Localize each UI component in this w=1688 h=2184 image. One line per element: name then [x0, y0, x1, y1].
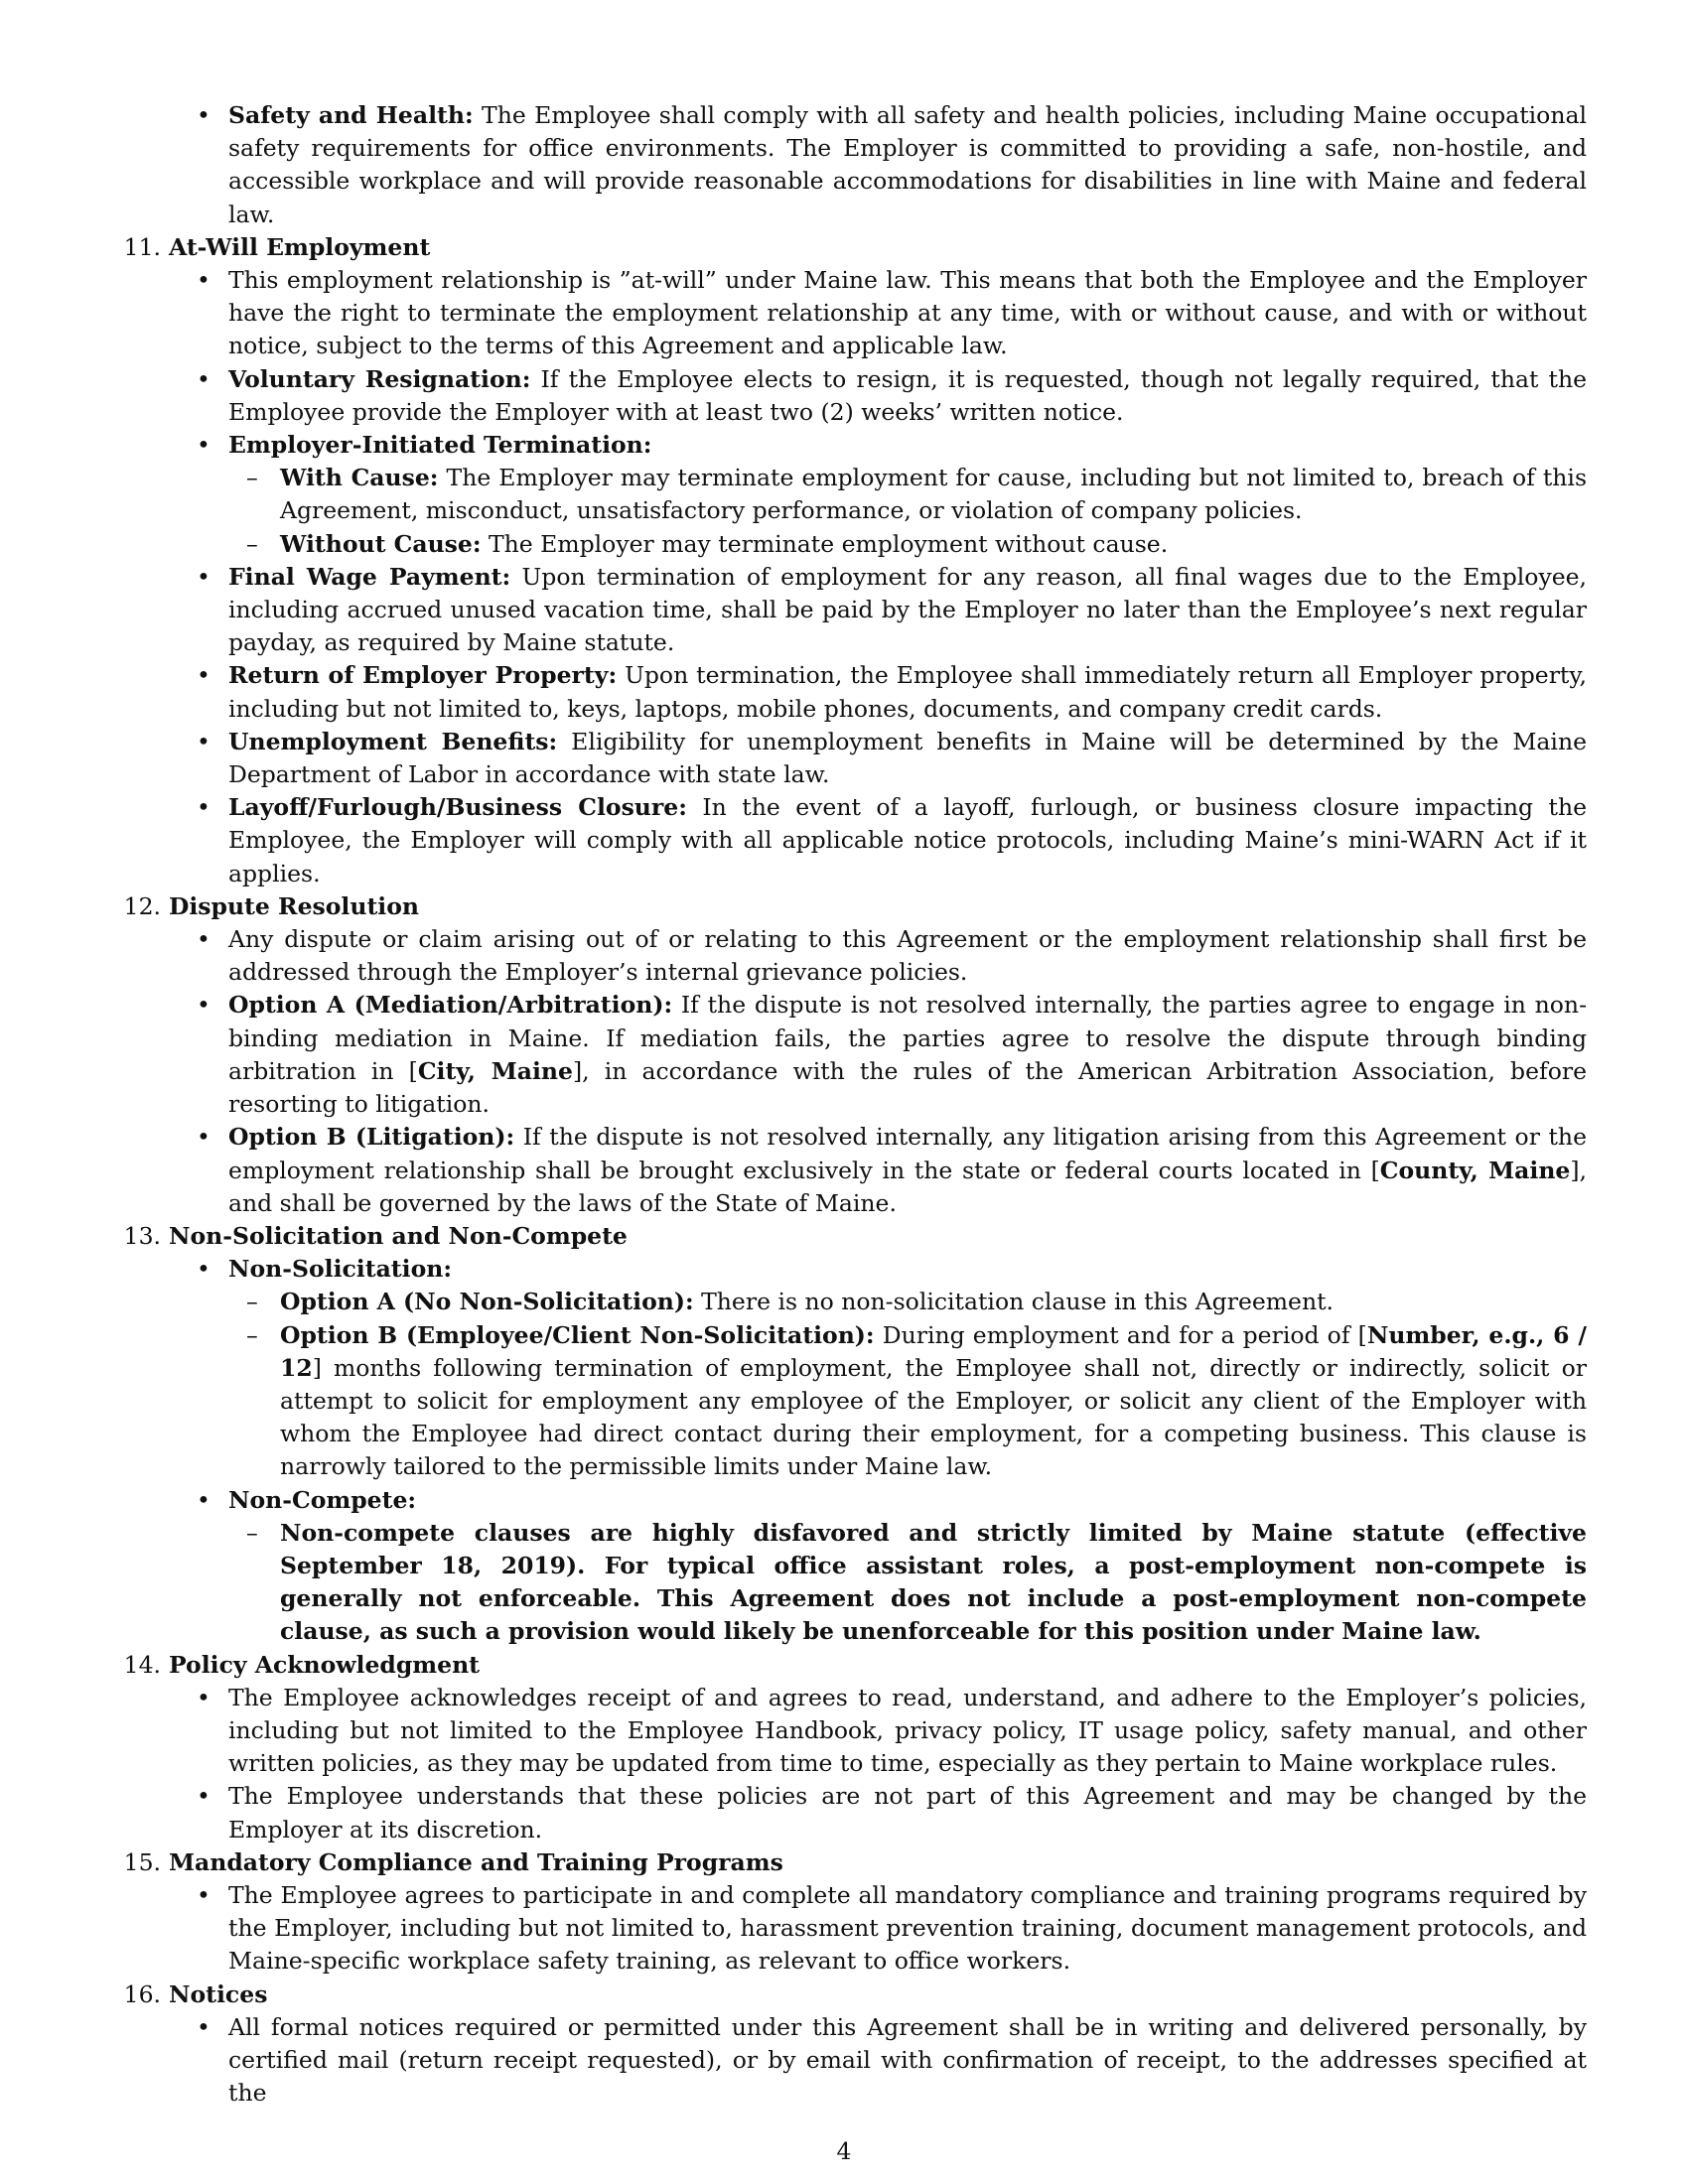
list-item [117, 659, 1587, 725]
item-text: The Employee understands that these policies are not part of this Agreement and may be changed by the Employer at its discretion. [228, 1782, 1587, 1843]
item-text: This employment relationship is ”at-will” under Maine law. This means that both the Employee and the Employer have the right to terminate the employment relationship at any time, with or without cause, and with or without notice, subject to the terms of this Agreement and applicable law. [228, 266, 1587, 360]
bullet-marker: • [197, 266, 211, 295]
item-text: The Employer may terminate employment for cause, including but not limited to, breach of this Agreement, misconduct, unsatisfactory performance, or violation of company policies. [280, 464, 1588, 525]
section-heading [117, 231, 1587, 264]
item-text: If the Employee elects to resign, it is requested, though not legally required, that the Employee provide the Employer with at least two (2) weeks’ written notice. [228, 364, 1588, 426]
item-lead: Option B (Litigation): [228, 1123, 515, 1152]
item-text: Upon termination, the Employee shall immediately return all Employer property, including but not limited to, keys, laptops, mobile phones, documents, and company credit cards. [228, 661, 1587, 723]
bullet-marker: • [197, 991, 211, 1020]
document-body [117, 99, 1587, 2110]
item-lead: Employer-Initiated Termination: [228, 431, 652, 460]
item-text: Upon termination of employment for any reason, all final wages due to the Employee, including accrued unused vacation time, shall be paid by the Employer no later than the Employee’s next regular payday, as required by Maine statute. [228, 562, 1588, 657]
dash-marker: – [246, 1288, 258, 1316]
bullet-marker: • [197, 101, 211, 129]
item-text: ], in accordance with the rules of the American Arbitration Association, before resorting to litigation. [228, 1056, 1587, 1119]
sub-list-item [117, 1319, 1587, 1484]
bullet-marker: • [197, 1782, 211, 1811]
item-lead: Voluntary Resignation: [228, 364, 531, 393]
dash-marker: – [246, 1518, 258, 1547]
sub-list-item [117, 1286, 1587, 1318]
dash-marker: – [246, 464, 258, 492]
item-placeholder: County, Maine [1379, 1156, 1571, 1184]
section-number: 15. [123, 1847, 161, 1876]
item-text: If the dispute is not resolved internally, any litigation arising from this Agreement or the employment relationship shall be brought exclusively in the state or federal courts located in [ [228, 1123, 1587, 1184]
section-heading [117, 890, 1587, 923]
sub-list-item [117, 528, 1587, 561]
list-item [117, 923, 1587, 989]
sub-list-item [117, 1517, 1587, 1649]
section-heading [117, 1846, 1587, 1879]
item-lead: Without Cause: [280, 529, 482, 558]
item-placeholder: City, Maine [417, 1056, 573, 1085]
bullet-marker: • [197, 1123, 211, 1152]
dash-marker: – [246, 529, 258, 558]
section-title: Policy Acknowledgment [169, 1650, 481, 1679]
item-text: The Employer may terminate employment without cause. [481, 529, 1169, 558]
item-lead: Safety and Health: [228, 101, 474, 129]
item-lead: Non-Solicitation: [228, 1255, 453, 1284]
bullet-marker: • [197, 364, 211, 393]
list-item [117, 1879, 1587, 1979]
item-lead: Final Wage Payment: [228, 562, 511, 591]
section-number: 16. [123, 1979, 161, 2008]
list-item [117, 1682, 1587, 1781]
bullet-marker: • [197, 562, 211, 591]
item-text: ], and shall be governed by the laws of the State of Maine. [228, 1156, 1587, 1217]
section-title: Notices [169, 1979, 268, 2008]
list-item [117, 726, 1587, 791]
bullet-marker: • [197, 661, 211, 690]
section-heading [117, 1979, 1587, 2011]
item-lead: With Cause: [280, 464, 439, 492]
item-lead: Option B (Employee/Client Non-Solicitation): [280, 1320, 875, 1349]
item-lead: Option A (No Non-Solicitation): [280, 1288, 694, 1316]
section-heading [117, 1649, 1587, 1682]
list-item [117, 99, 1587, 231]
bullet-marker: • [197, 2012, 211, 2041]
section-heading [117, 1220, 1587, 1253]
list-item [117, 989, 1587, 1121]
section-number: 13. [123, 1221, 161, 1250]
bullet-marker: • [197, 925, 211, 954]
list-item [117, 429, 1587, 462]
list-item [117, 1121, 1587, 1220]
item-text: Any dispute or claim arising out of or relating to this Agreement or the employment relationship shall first be addressed through the Employer’s internal grievance policies. [228, 925, 1587, 987]
bullet-marker: • [197, 1485, 211, 1514]
section-number: 11. [123, 232, 161, 261]
section-number: 14. [123, 1650, 161, 1679]
dash-marker: – [246, 1320, 258, 1349]
item-text: If the dispute is not resolved internally, the parties agree to engage in non-binding mediation in Maine. If mediation fails, the parties agree to resolve the dispute through binding arbitration in [ [228, 991, 1588, 1085]
sub-list-item [117, 462, 1587, 527]
item-lead: Option A (Mediation/Arbitration): [228, 991, 673, 1020]
bullet-marker: • [197, 431, 211, 460]
bullet-marker: • [197, 1255, 211, 1284]
bullet-marker: • [197, 1683, 211, 1711]
item-placeholder: Number, e.g., 6 / 12 [280, 1320, 1587, 1382]
bullet-marker: • [197, 793, 211, 822]
item-lead: Non-Compete: [228, 1485, 417, 1514]
list-item [117, 264, 1587, 363]
item-lead: Unemployment Benefits: [228, 727, 558, 755]
section-title: Dispute Resolution [169, 891, 419, 920]
item-text: In the event of a layoff, furlough, or business closure impacting the Employee, the Employer will comply with all applicable notice protocols, including Maine’s mini-WARN Act if it applies. [228, 793, 1587, 887]
bullet-marker: • [197, 1880, 211, 1909]
item-lead: Layoff/Furlough/Business Closure: [228, 793, 687, 822]
item-text: The Employee acknowledges receipt of and agrees to read, understand, and adhere to the Employer’s policies, including but not limited to the Employee Handbook, privacy policy, IT usage policy, safety manual, and other written policies, as they may be updated from time to time, especially as they pertain to Maine workplace rules. [228, 1683, 1587, 1778]
bullet-marker: • [197, 727, 211, 755]
section-number: 12. [123, 891, 161, 920]
list-item [117, 791, 1587, 890]
item-text: All formal notices required or permitted under this Agreement shall be in writing and delivered personally, by certified mail (return receipt requested), or by email with confirmation of receipt, to the addresses specified at the [228, 2012, 1587, 2108]
item-text: The Employee agrees to participate in and complete all mandatory compliance and training programs required by the Employer, including but not limited to, harassment prevention training, document management protocols, and Maine-specific workplace safety training, as relevant to office workers. [228, 1880, 1587, 1976]
section-title: At-Will Employment [169, 232, 431, 261]
list-item [117, 561, 1587, 660]
list-item [117, 1484, 1587, 1517]
item-lead: Return of Employer Property: [228, 661, 618, 690]
list-item [117, 2011, 1587, 2111]
item-text: Eligibility for unemployment benefits in Maine will be determined by the Maine Department of Labor in accordance with state law. [228, 727, 1587, 789]
list-item [117, 1253, 1587, 1286]
section-title: Non-Solicitation and Non-Compete [169, 1221, 628, 1250]
item-text: During employment and for a period of [ [874, 1320, 1367, 1349]
item-lead: Non-compete clauses are highly disfavored and strictly limited by Maine statute (effective September 18, 2019). For typical office assistant roles, a post-employment non-compete is generally not enforceable. This Agreement does not include a post-employment non-compete clause, as such a provision would likely be unenforceable for this position under Maine law. [280, 1518, 1587, 1646]
page-number: 4 [836, 2137, 852, 2165]
list-item [117, 363, 1587, 429]
item-text: There is no non-solicitation clause in this Agreement. [693, 1288, 1335, 1316]
item-text: The Employee shall comply with all safety and health policies, including Maine occupational safety requirements for office environments. The Employer is committed to providing a safe, non-hostile, and accessible workplace and will provide reasonable accommodations for disabilities in line with Maine and federal law. [228, 101, 1587, 228]
list-item [117, 1780, 1587, 1845]
section-title: Mandatory Compliance and Training Programs [169, 1847, 783, 1876]
item-text: ] months following termination of employment, the Employee shall not, directly or indirectly, solicit or attempt to solicit for employment any employee of the Employer, or solicit any client of the Employer with whom the Employee had direct contact during their employment, for a competing business. This clause is narrowly tailored to the permissible limits under Maine law. [280, 1353, 1587, 1481]
